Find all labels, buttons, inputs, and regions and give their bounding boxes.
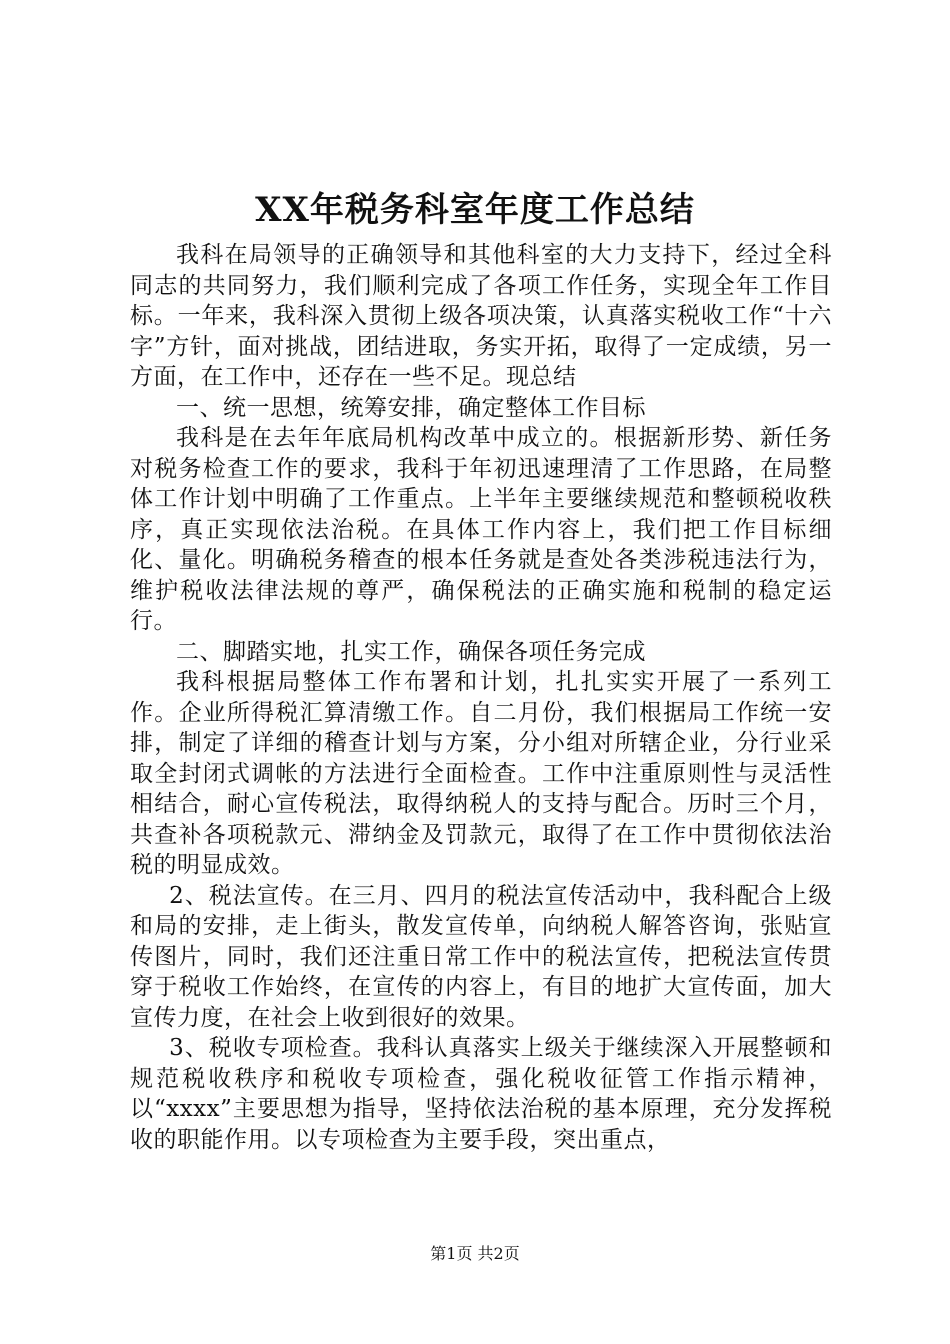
- document-body: [130, 240, 832, 1155]
- section-heading-2: 二、脚踏实地，扎实工作，确保各项任务完成: [176, 638, 646, 665]
- section-1-paragraph: 我科是在去年年底局机构改革中成立的。根据新形势、新任务对税务检查工作的要求，我科于年初迅速理清了工作思路，在局整体工作计划中明确了工作重点。上半年主要继续规范和整顿税收秩序，真正实现依法治税。在具体工作内容上，我们把工作目标细化、量化。明确税务稽查的根本任务就是查处各类涉税违法行为，维护税收法律法规的尊严，确保税法的正确实施和税制的稳定运行。: [130, 425, 832, 634]
- section-heading-1: 一、统一思想，统筹安排，确定整体工作目标: [176, 394, 646, 421]
- page-footer: 第1页 共2页: [430, 1244, 520, 1263]
- item-3-paragraph: 3、税收专项检查。我科认真落实上级关于继续深入开展整顿和规范税收秩序和税收专项检查，强化税收征管工作指示精神，以“xxxx”主要思想为指导，坚持依法治税的基本原理，充分发挥税收的职能作用。以专项检查为主要手段，突出重点，: [130, 1035, 832, 1153]
- document-title: XX年税务科室年度工作总结: [255, 190, 695, 230]
- section-2-paragraph: 我科根据局整体工作布署和计划，扎扎实实开展了一系列工作。企业所得税汇算清缴工作。自二月份，我们根据局工作统一安排，制定了详细的稽查计划与方案，分小组对所辖企业，分行业采取全封闭式调帐的方法进行全面检查。工作中注重原则性与灵活性相结合，耐心宣传税法，取得纳税人的支持与配合。历时三个月，共查补各项税款元、滞纳金及罚款元，取得了在工作中贯彻依法治税的明显成效。: [130, 669, 832, 878]
- intro-paragraph: 我科在局领导的正确领导和其他科室的大力支持下，经过全科同志的共同努力，我们顺利完成了各项工作任务，实现全年工作目标。一年来，我科深入贯彻上级各项决策，认真落实税收工作“十六字”方针，面对挑战，团结进取，务实开拓，取得了一定成绩，另一方面，在工作中，还存在一些不足。现总结: [130, 242, 832, 390]
- item-2-paragraph: 2、税法宣传。在三月、四月的税法宣传活动中，我科配合上级和局的安排，走上街头，散发宣传单，向纳税人解答咨询，张贴宣传图片，同时，我们还注重日常工作中的税法宣传，把税法宣传贯穿于税收工作始终，在宣传的内容上，有目的地扩大宣传面，加大宣传力度，在社会上收到很好的效果。: [130, 882, 832, 1031]
